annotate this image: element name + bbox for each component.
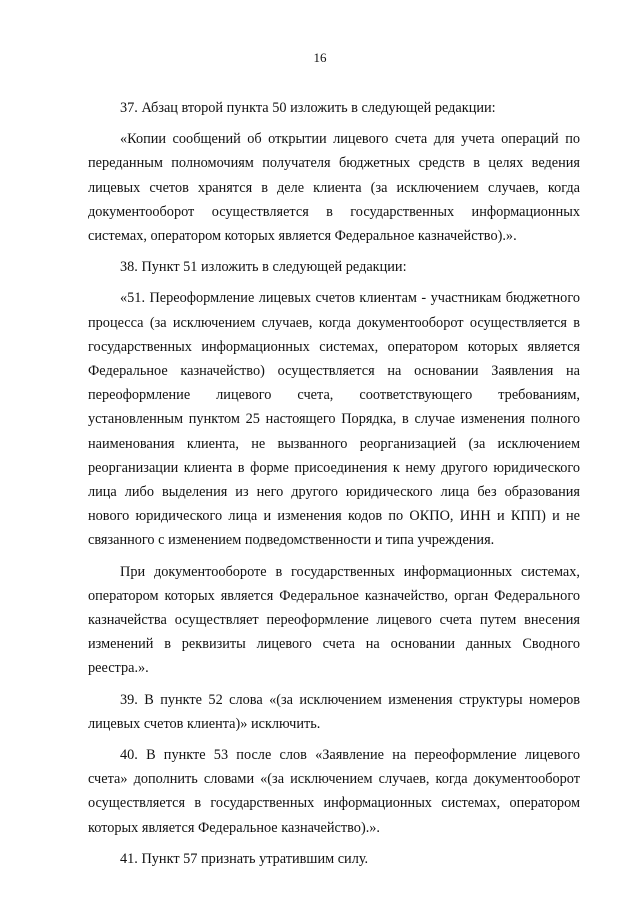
paragraph-38: 38. Пункт 51 изложить в следующей редакции:	[120, 259, 407, 276]
paragraph-40: 40. В пункте 53 после слов «Заявление на переоформление лицевого счета» дополнить словами «(за исключением случаев, когда документооборот осуществляется в государственных информационных системах, оператором которых является Федеральное казначейство).».	[88, 747, 580, 836]
document-body	[88, 96, 580, 871]
paragraph-38-quote: «51. Переоформление лицевых счетов клиентам - участникам бюджетного процесса (за исключением случаев, когда документооборот осуществляется в государственных информационных системах, оператором которых является Федеральное казначейство) осуществляется на основании Заявления на переоформление лицевого счета, соответствующего требованиям, установленным пунктом 25 настоящего Порядка, в случае изменения полного наименования клиента, не вызванного реорганизацией (за исключением реорганизации клиента в форме присоединения к нему другого юридического лица либо выделения из него другого юридического лица без образования нового юридического лица и изменения кодов по ОКПО, ИНН и КПП) и не связанного с изменением подведомственности и типа учреждения.	[88, 290, 580, 549]
paragraph-41: 41. Пункт 57 признать утратившим силу.	[120, 850, 369, 867]
paragraph-37-quote: «Копии сообщений об открытии лицевого счета для учета операций по переданным полномочиям получателя бюджетных средств в целях ведения лицевых счетов хранятся в деле клиента (за исключением случаев, когда документооборот осуществляется в государственных информационных системах, оператором которых является Федеральное казначейство).».	[88, 131, 580, 245]
paragraph-37: 37. Абзац второй пункта 50 изложить в следующей редакции:	[120, 100, 496, 116]
page-number: 16	[313, 50, 327, 65]
paragraph-39: 39. В пункте 52 слова «(за исключением изменения структуры номеров лицевых счетов клиента)» исключить.	[88, 691, 580, 732]
paragraph-38-quote-continued: При документообороте в государственных информационных системах, оператором которых является Федеральное казначейство, орган Федерального казначейства осуществляет переоформление лицевого счета путем внесения изменений в реквизиты лицевого счета на основании данных Сводного реестра.».	[88, 563, 580, 677]
